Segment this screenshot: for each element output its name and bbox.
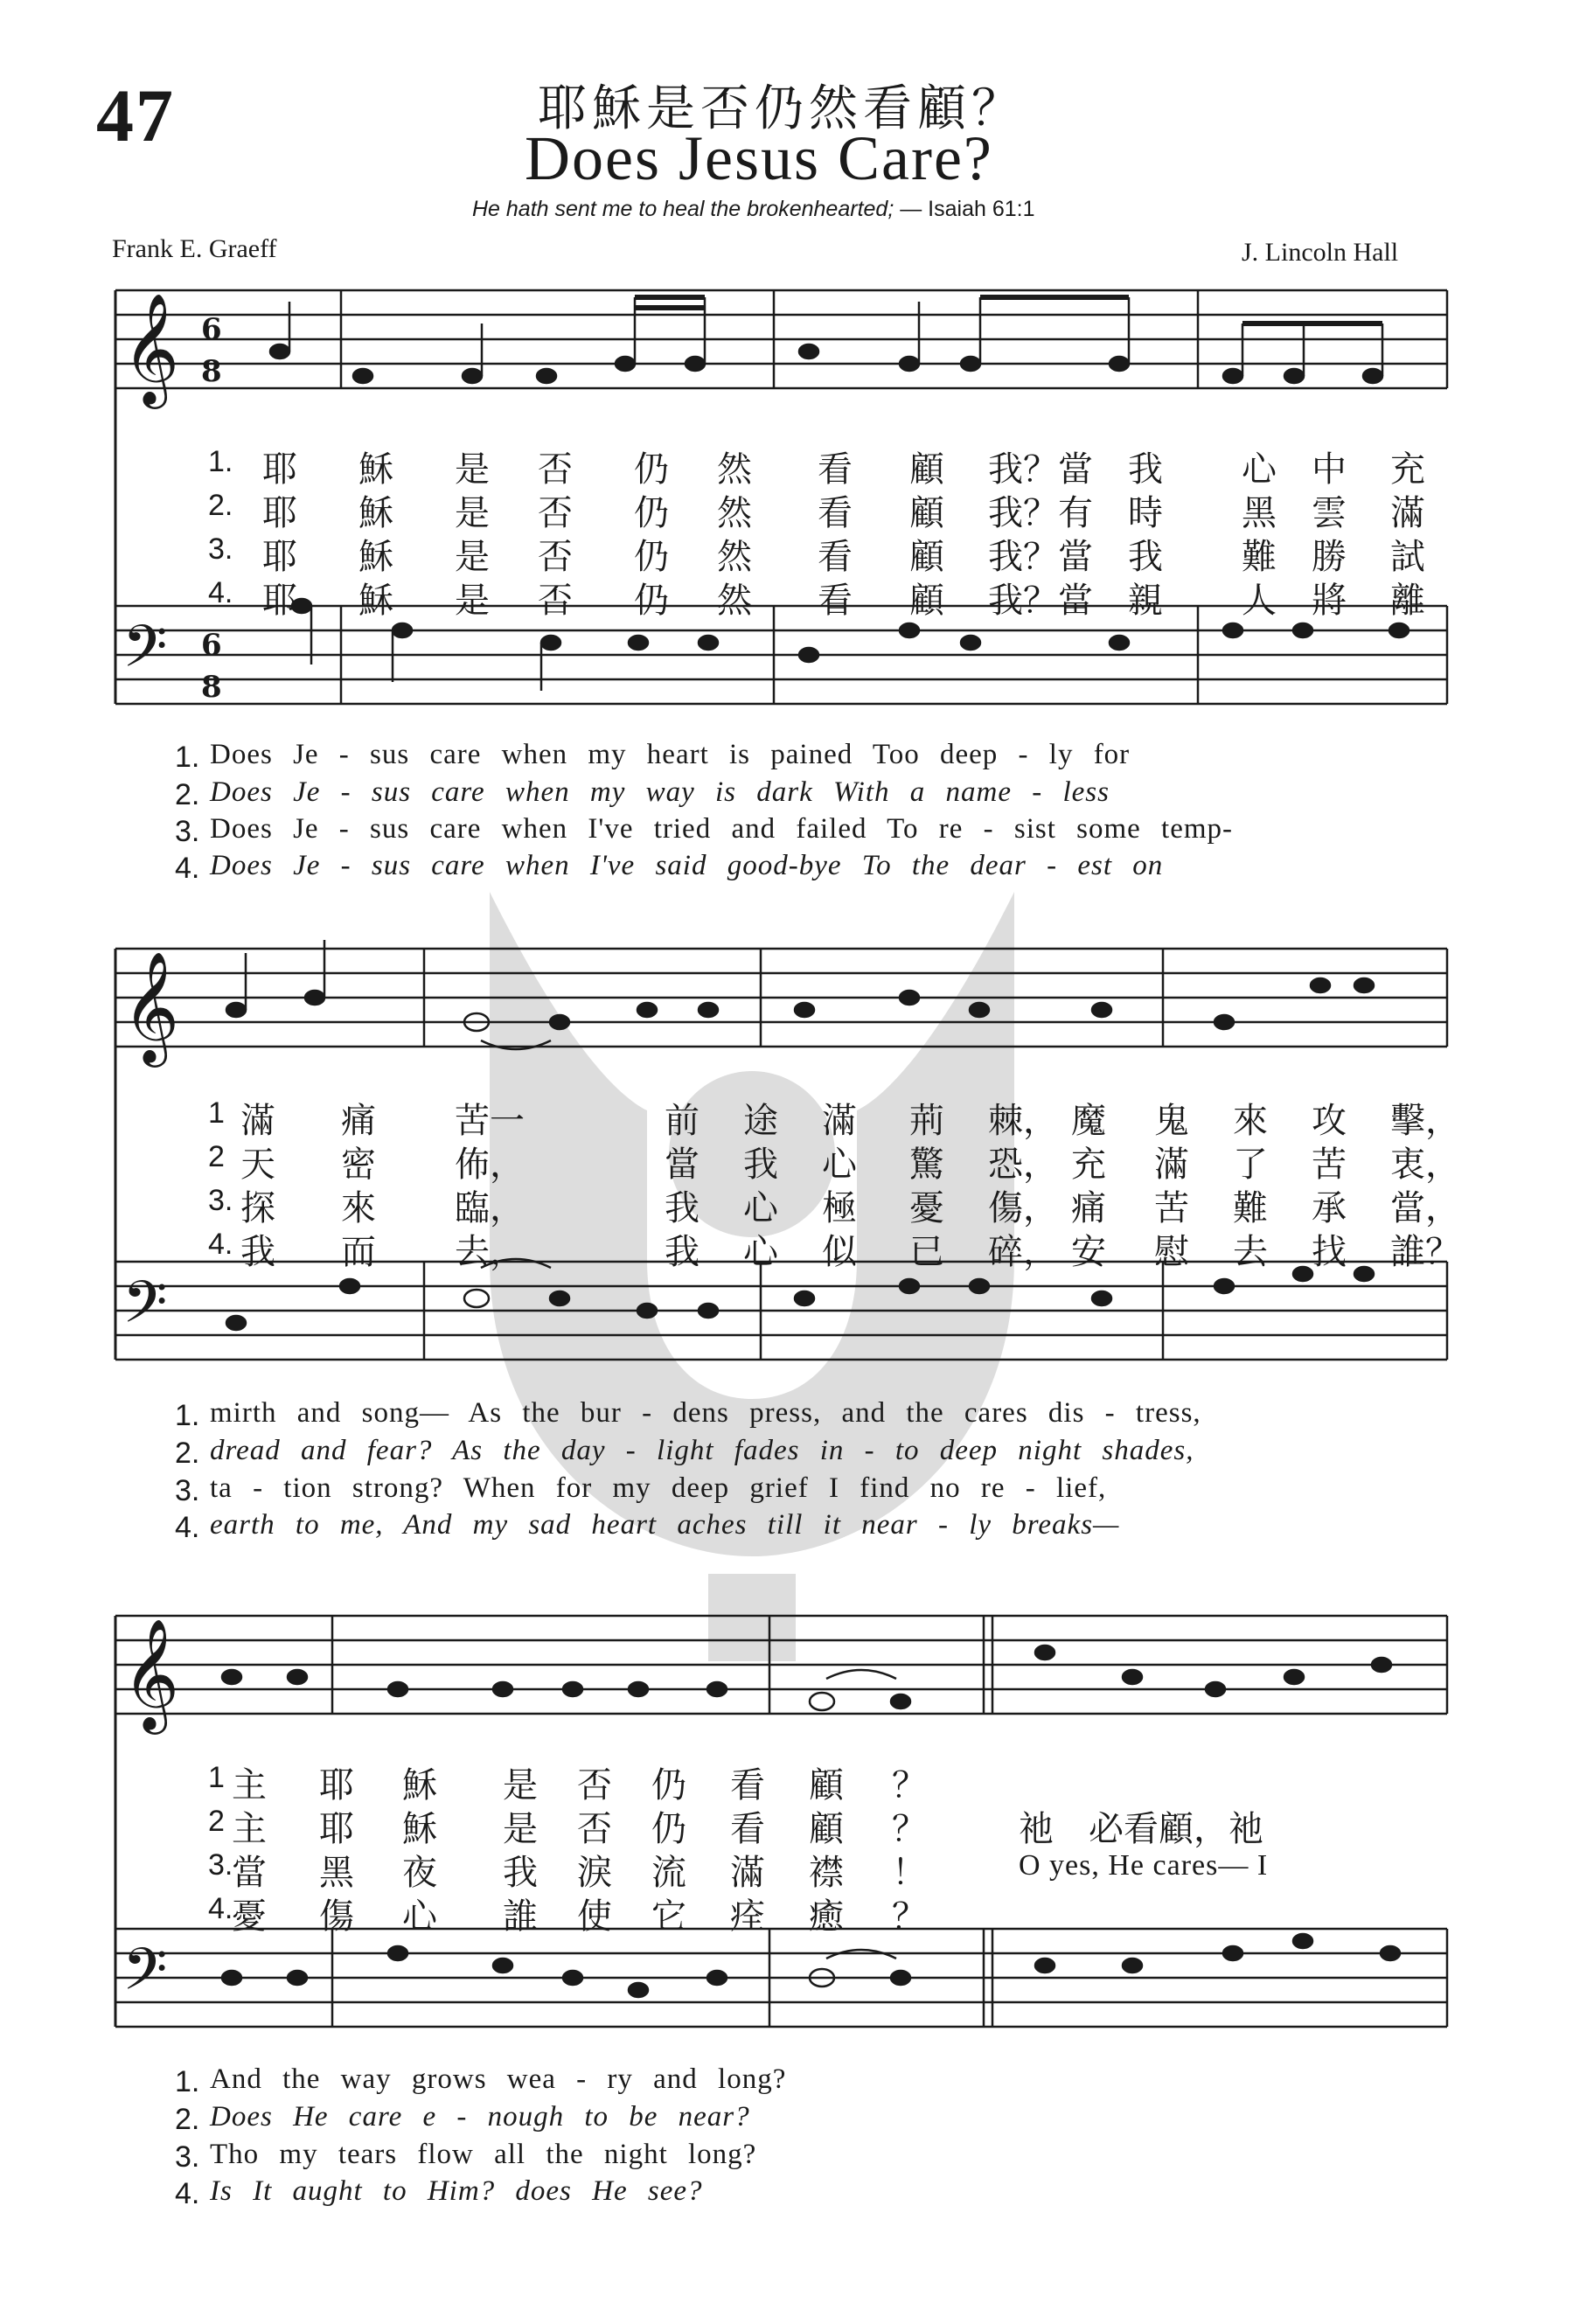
svg-text:8: 8 [201,670,222,705]
zh-syllable: 鬼 [1154,1101,1189,1141]
zh-syllable: 是 [455,449,490,490]
en-lyric-line: And the way grows wea - ry and long? [210,2063,787,2095]
zh-syllable: 是 [455,537,490,577]
svg-text:𝄢: 𝄢 [122,1936,168,2017]
zh-verse-number: 1 [208,1096,225,1130]
zh-verse-number: 4. [208,576,233,609]
zh-syllable: 我 [1128,449,1163,490]
zh-syllable: 看 [730,1809,765,1849]
zh-syllable: 滿 [240,1101,275,1141]
zh-syllable: 穌 [358,537,393,577]
zh-syllable: 耶 [319,1765,354,1806]
en-verse-number: 1. [175,2065,200,2098]
zh-syllable: 將 [1312,581,1347,621]
zh-syllable: 魔 [1071,1101,1106,1141]
zh-syllable: 仍 [634,449,669,490]
en-verse-number: 3. [175,815,200,848]
svg-text:8: 8 [201,354,222,389]
zh-verse-number: 4. [208,1228,233,1261]
en-lyric-line: Does Je - sus care when I've tried and failed To re - sist some temp- [210,813,1233,845]
zh-syllable: 我 [665,1232,700,1272]
zh-syllable: 使 [577,1896,612,1937]
zh-syllable: 了 [1233,1145,1268,1185]
zh-syllable: 流 [651,1853,686,1893]
zh-syllable: 否 [577,1809,612,1849]
zh-syllable: 人 [1242,581,1277,621]
zh-syllable: 當 [1058,449,1093,490]
zh-syllable: 傷， [988,1188,1058,1228]
zh-syllable: 充 [1390,449,1425,490]
composer-credit: J. Lincoln Hall [1242,238,1399,267]
zh-syllable: 驚 [909,1145,944,1185]
zh-syllable: 襟 [809,1853,844,1893]
title-english: Does Jesus Care? [525,123,993,193]
zh-syllable: 心 [1242,449,1277,490]
zh-syllable: 去 [1233,1232,1268,1272]
zh-syllable: 我？ [988,493,1058,533]
zh-syllable: 傷 [319,1896,354,1937]
zh-syllable: 碎， [988,1232,1058,1272]
zh-syllable: 我？ [988,581,1058,621]
zh-syllable: 探 [240,1188,275,1228]
zh-syllable: 心 [743,1232,778,1272]
zh-syllable: 看 [818,449,853,490]
zh-syllable: 顧 [909,449,944,490]
zh-syllable: 痛 [1071,1188,1106,1228]
zh-syllable: 是 [455,581,490,621]
zh-syllable: 憂 [232,1896,267,1937]
en-verse-number: 4. [175,852,200,885]
svg-text:6: 6 [201,312,222,347]
system-3-bass-staff [115,1929,1447,2027]
zh-syllable: 勝 [1312,537,1347,577]
en-lyric-line: Tho my tears flow all the night long? [210,2139,757,2170]
zh-syllable: 顧 [809,1765,844,1806]
zh-syllable: 極 [822,1188,857,1228]
zh-syllable: 顧 [909,493,944,533]
zh-syllable: 夜 [402,1853,437,1893]
zh-syllable: 仍 [651,1765,686,1806]
zh-syllable: 否 [538,537,573,577]
zh-syllable: 中 [1312,449,1347,490]
en-lyric-line: ta - tion strong? When for my deep grief I find no re - lief, [210,1472,1107,1504]
zh-syllable: 前 [665,1101,700,1141]
zh-syllable: 穌 [358,581,393,621]
zh-syllable: 誰 [503,1896,538,1937]
en-lyric-line: Is It aught to Him? does He see? [210,2175,703,2207]
zh-syllable: 看 [818,581,853,621]
zh-syllable: 是 [503,1809,538,1849]
zh-syllable: 攻 [1312,1101,1347,1141]
en-lyric-line: mirth and song— As the bur - dens press, and the cares dis - tress, [210,1397,1201,1429]
zh-verse-number: 2 [208,1140,225,1173]
zh-syllable: 慰 [1154,1232,1189,1272]
zh-syllable: 它 [651,1896,686,1937]
en-lyric-line: Does Je - sus care when my heart is pained Too deep - ly for [210,739,1131,770]
zh-syllable: 苦 [1154,1188,1189,1228]
zh-syllable: 難 [1242,537,1277,577]
zh-syllable: 耶 [262,537,297,577]
zh-syllable: 佈， [455,1145,525,1185]
zh-verse-number: 3. [208,532,233,566]
zh-syllable: 是 [455,493,490,533]
zh-syllable: 當， [1390,1188,1460,1228]
zh-syllable: ？ [892,1809,927,1849]
zh-syllable: 否 [538,493,573,533]
zh-syllable: 癒 [809,1896,844,1937]
svg-text:𝄢: 𝄢 [122,613,168,694]
zh-syllable: 看 [730,1765,765,1806]
zh-syllable: ！ [892,1853,927,1893]
zh-syllable: 仍 [651,1809,686,1849]
svg-text:𝄞: 𝄞 [122,292,180,404]
zh-syllable: 滿 [1390,493,1425,533]
zh-syllable: 顧 [909,537,944,577]
epigraph-text: He hath sent me to heal the brokenhearted; [472,197,894,221]
zh-syllable: 充 [1071,1145,1106,1185]
zh-syllable: 耶 [319,1809,354,1849]
zh-syllable: 當 [1058,537,1093,577]
zh-syllable: 心 [822,1145,857,1185]
en-verse-number: 1. [175,741,200,774]
zh-syllable: 當 [232,1853,267,1893]
zh-syllable: 承 [1312,1188,1347,1228]
zh-syllable: 滿 [730,1853,765,1893]
en-lyric-line: dread and fear? As the day - light fades in - to deep night shades, [210,1435,1194,1466]
zh-syllable: 仍 [634,493,669,533]
zh-syllable: ？ [892,1765,927,1806]
zh-verse-number: 1. [208,445,233,478]
zh-syllable: 然 [717,537,752,577]
zh-syllable: 否 [538,581,573,621]
zh-verse-number: 3. [208,1848,233,1882]
zh-syllable: 衷， [1390,1145,1460,1185]
zh-syllable: 穌 [402,1809,437,1849]
zh-syllable: 密 [341,1145,376,1185]
zh-syllable: 看 [818,493,853,533]
zh-syllable: 穌 [358,449,393,490]
hymn-number: 47 [96,73,175,157]
zh-syllable: 黑 [1242,493,1277,533]
zh-syllable: 雲 [1312,493,1347,533]
zh-syllable: 然 [717,449,752,490]
zh-syllable: 擊， [1390,1101,1460,1141]
zh-syllable: 當 [665,1145,700,1185]
zh-syllable: 主 [232,1809,267,1849]
zh-syllable: 憂 [909,1188,944,1228]
zh-verse-number: 2 [208,1805,225,1838]
zh-syllable: 時 [1128,493,1163,533]
system-2-bass-staff [115,1262,1447,1360]
zh-syllable: 淚 [577,1853,612,1893]
zh-syllable: 找 [1312,1232,1347,1272]
zh-syllable: 我 [1128,537,1163,577]
zh-syllable: 顧 [909,581,944,621]
lyricist-credit: Frank E. Graeff [112,234,277,263]
en-lyric-line: earth to me, And my sad heart aches till it near - ly breaks— [210,1509,1120,1541]
zh-syllable: 耶 [262,581,297,621]
zh-verse-number: 3. [208,1184,233,1217]
epigraph-reference: — Isaiah 61:1 [900,197,1035,221]
zh-syllable: 親 [1128,581,1163,621]
zh-syllable: 荊 [909,1101,944,1141]
zh-syllable: 而 [341,1232,376,1272]
zh-syllable: 滿 [822,1101,857,1141]
svg-text:𝄢: 𝄢 [122,1269,168,1350]
zh-syllable: 當 [1058,581,1093,621]
zh-syllable: 誰？ [1390,1232,1460,1272]
zh-verse-number: 2. [208,489,233,522]
zh-syllable: 否 [577,1765,612,1806]
zh-syllable: 然 [717,493,752,533]
zh-syllable: 痛 [341,1101,376,1141]
zh-syllable: 試 [1390,537,1425,577]
en-verse-number: 3. [175,1474,200,1507]
zh-verse-number: 1 [208,1761,225,1794]
zh-syllable: 看 [818,537,853,577]
zh-syllable: 痊 [730,1896,765,1937]
zh-syllable: 耶 [262,449,297,490]
zh-syllable: 我？ [988,537,1058,577]
zh-syllable: 安 [1071,1232,1106,1272]
zh-syllable: 離 [1390,581,1425,621]
svg-text:𝄞: 𝄞 [122,1618,180,1729]
zh-syllable: 臨， [455,1188,525,1228]
zh-syllable: 仍 [634,581,669,621]
zh-syllable: 穌 [358,493,393,533]
zh-syllable: 我 [743,1145,778,1185]
zh-syllable: 仍 [634,537,669,577]
en-verse-number: 2. [175,1437,200,1470]
svg-text:𝄞: 𝄞 [122,950,180,1062]
en-lyric-line: Does He care e - nough to be near? [210,2101,750,2133]
refrain-english: O yes, He cares— I [1019,1849,1269,1882]
title-chinese: 耶穌是否仍然看顧？ [538,80,1026,137]
zh-syllable: 棘， [988,1101,1058,1141]
zh-syllable: 是 [503,1765,538,1806]
zh-syllable: 來 [341,1188,376,1228]
en-verse-number: 2. [175,778,200,811]
zh-syllable: 我？ [988,449,1058,490]
zh-syllable: 天 [240,1145,275,1185]
zh-syllable: 我 [665,1188,700,1228]
en-lyric-line: Does Je - sus care when my way is dark With a name - less [210,776,1110,808]
zh-syllable: 耶 [262,493,297,533]
en-verse-number: 2. [175,2103,200,2136]
zh-syllable: 來 [1233,1101,1268,1141]
refrain-chinese: 祂 必看顧，祂 [1019,1809,1263,1849]
zh-syllable: 然 [717,581,752,621]
zh-verse-number: 4. [208,1892,233,1925]
en-verse-number: 4. [175,2177,200,2210]
zh-syllable: 顧 [809,1809,844,1849]
en-verse-number: 3. [175,2140,200,2174]
zh-syllable: 黑 [319,1853,354,1893]
en-verse-number: 1. [175,1399,200,1432]
zh-syllable: 去， [455,1232,525,1272]
zh-syllable: 滿 [1154,1145,1189,1185]
zh-syllable: 途 [743,1101,778,1141]
zh-syllable: 我 [503,1853,538,1893]
zh-syllable: 苦 [1312,1145,1347,1185]
zh-syllable: 已 [909,1232,944,1272]
zh-syllable: 難 [1233,1188,1268,1228]
en-verse-number: 4. [175,1511,200,1544]
zh-syllable: 有 [1058,493,1093,533]
zh-syllable: 心 [743,1188,778,1228]
zh-syllable: 似 [822,1232,857,1272]
zh-syllable: ？ [892,1896,927,1937]
zh-syllable: 苦一 [455,1101,525,1141]
zh-syllable: 恐， [988,1145,1058,1185]
svg-text:6: 6 [201,628,222,663]
zh-syllable: 我 [240,1232,275,1272]
zh-syllable: 主 [232,1765,267,1806]
zh-syllable: 穌 [402,1765,437,1806]
en-lyric-line: Does Je - sus care when I've said good-bye To the dear - est on [210,850,1164,881]
zh-syllable: 否 [538,449,573,490]
zh-syllable: 心 [402,1896,437,1937]
